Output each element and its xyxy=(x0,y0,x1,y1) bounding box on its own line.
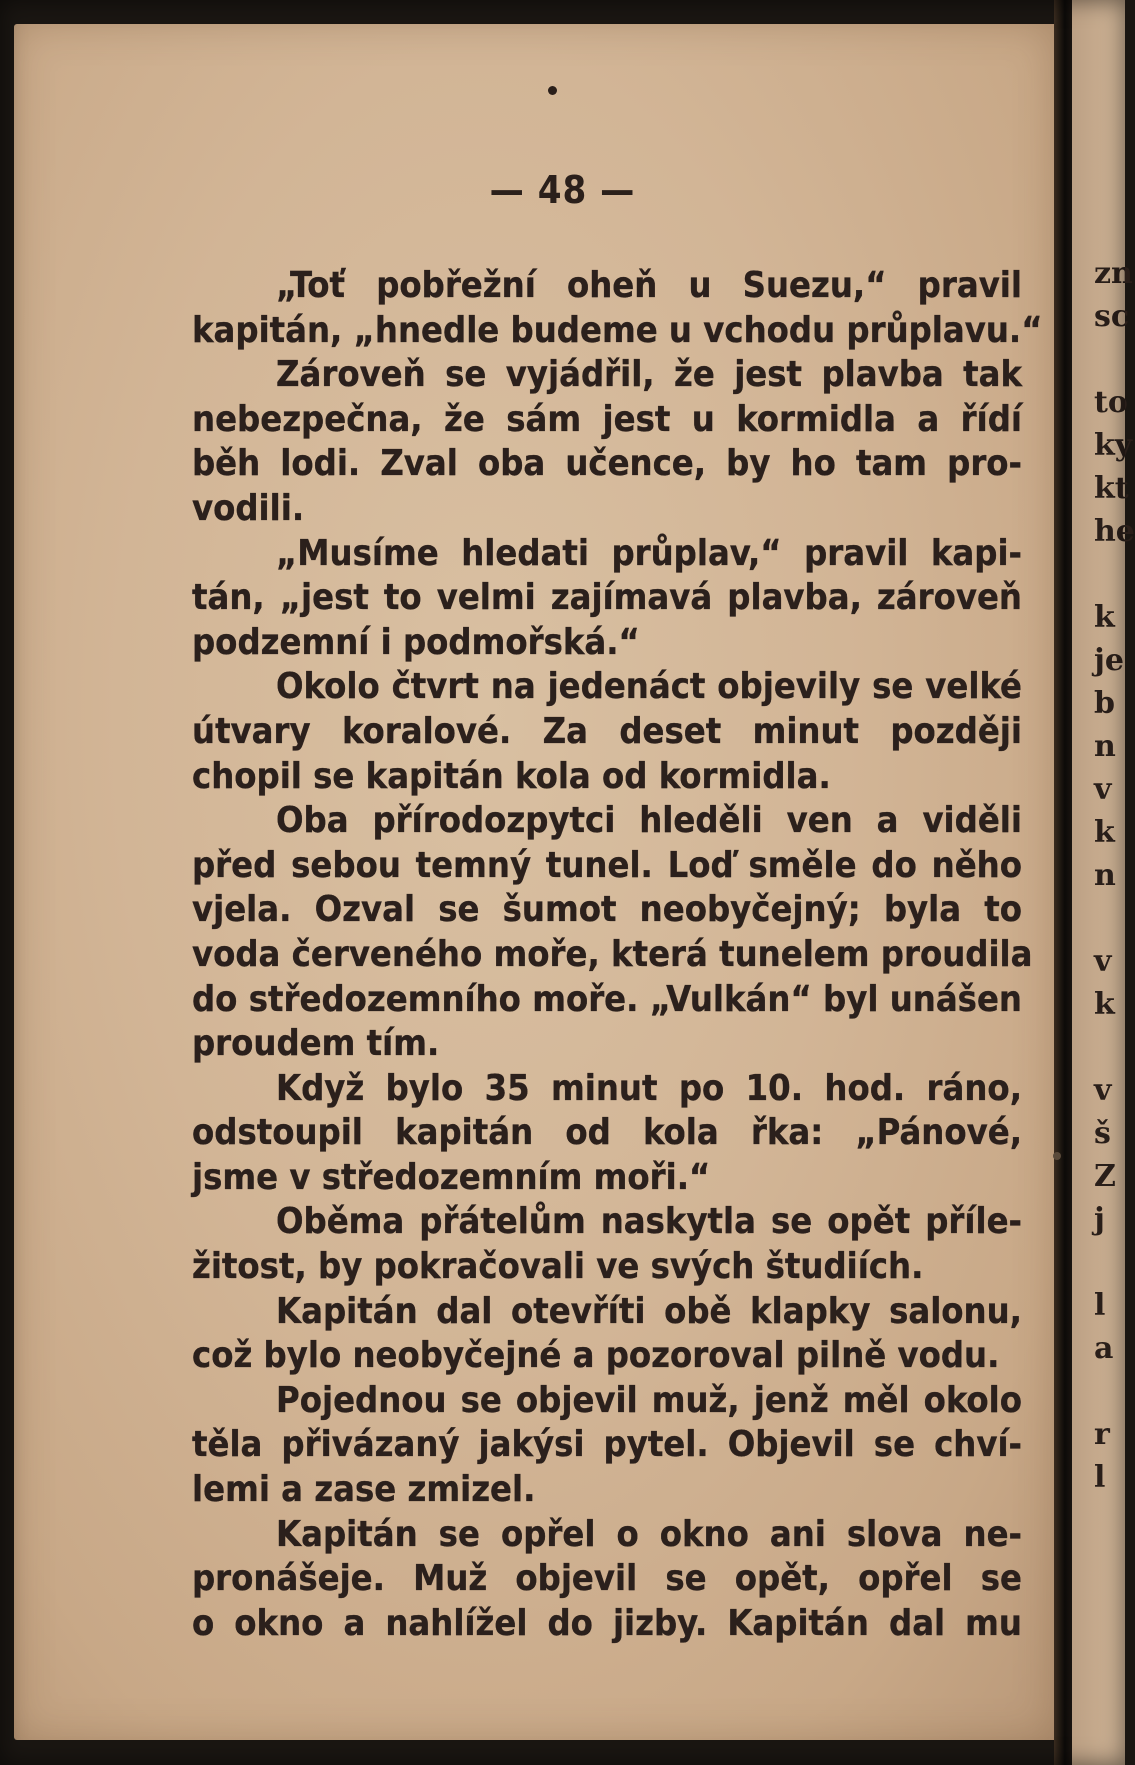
text-line: Oběma přátelům naskytla se opět příle- xyxy=(276,1201,1022,1243)
next-page-fragment: l xyxy=(1094,1288,1106,1323)
next-page-fragment xyxy=(1094,897,1135,940)
page-number: — 48 — xyxy=(489,168,636,212)
next-page-fragment: b xyxy=(1094,686,1115,721)
next-page-fragment: l xyxy=(1094,1460,1106,1495)
text-line: lemi a zase zmizel. xyxy=(192,1469,536,1511)
next-page-edge xyxy=(1072,0,1135,1765)
text-line: o okno a nahlížel do jizby. Kapitán dal mu xyxy=(192,1602,1022,1644)
next-page-fragment: š xyxy=(1094,1116,1111,1151)
next-page-fragment: k xyxy=(1094,987,1115,1022)
text-line: běh lodi. Zval oba učence, by ho tam pro- xyxy=(192,443,1022,485)
text-line: kapitán, „hnedle budeme u vchodu průplavu.“ xyxy=(192,309,1043,351)
next-page-fragment xyxy=(1094,553,1135,596)
text-line: tán, „jest to velmi zajímavá plavba, zároveň xyxy=(192,577,1022,619)
next-page-fragment: to xyxy=(1094,385,1128,420)
next-page-fragment: a xyxy=(1094,1331,1114,1366)
text-line: Zároveň se vyjádřil, že jest plavba tak xyxy=(276,354,1022,396)
text-line: odstoupil kapitán od kola řka: „Pánové, xyxy=(192,1112,1022,1154)
text-line: nebezpečna, že sám jest u kormidla a řídí xyxy=(192,398,1022,440)
text-line: vjela. Ozval se šumot neobyčejný; byla to xyxy=(192,889,1022,931)
next-page-fragment: v xyxy=(1094,944,1112,979)
text-line: „Toť pobřežní oheň u Suezu,“ pravil xyxy=(276,265,1022,306)
next-page-fragment xyxy=(1094,338,1135,381)
text-line: pronášeje. Muž objevil se opět, opřel se xyxy=(192,1558,1022,1600)
text-line: Kapitán se opřel o okno ani slova ne- xyxy=(276,1513,1022,1555)
text-line: vodili. xyxy=(192,487,305,529)
next-page-fragment xyxy=(1094,1026,1135,1069)
text-line: chopil se kapitán kola od kormidla. xyxy=(192,755,831,797)
next-page-fragment: he xyxy=(1094,514,1135,549)
text-line: Kapitán dal otevříti obě klapky salonu, xyxy=(276,1290,1022,1332)
text-line: Když bylo 35 minut po 10. hod. ráno, xyxy=(276,1067,1022,1109)
text-line: což bylo neobyčejné a pozoroval pilně vodu. xyxy=(192,1335,1000,1377)
text-line: Pojednou se objevil muž, jenž měl okolo xyxy=(276,1379,1022,1421)
next-page-fragment: v xyxy=(1094,772,1112,807)
next-page-fragment xyxy=(1094,1370,1135,1413)
text-line: podzemní i podmořská.“ xyxy=(192,621,640,663)
next-page-fragment: n xyxy=(1094,858,1116,893)
next-page-fragment: r xyxy=(1094,1417,1110,1452)
next-page-text-fragments xyxy=(1094,252,1135,1499)
text-line: před sebou temný tunel. Loď směle do něho xyxy=(192,844,1022,886)
text-line: těla přivázaný jakýsi pytel. Objevil se chví- xyxy=(192,1424,1022,1466)
next-page-fragment: je xyxy=(1094,643,1124,678)
book-gutter xyxy=(1054,0,1072,1765)
text-line: žitost, by pokračovali ve svých študiích. xyxy=(192,1246,924,1288)
text-line: Okolo čtvrt na jedenáct objevily se velké xyxy=(276,666,1022,708)
next-page-fragment: zn xyxy=(1094,256,1133,291)
next-page-fragment: sc xyxy=(1094,299,1130,334)
next-page-fragment: Z xyxy=(1094,1159,1116,1194)
next-page-fragment xyxy=(1094,1241,1135,1284)
text-line: „Musíme hledati průplav,“ pravil kapi- xyxy=(276,532,1022,574)
text-line: voda červeného moře, která tunelem proudila xyxy=(192,933,1033,975)
next-page-fragment: kt xyxy=(1094,471,1129,506)
paper-speck xyxy=(1053,1152,1061,1160)
next-page-fragment: v xyxy=(1094,1073,1112,1108)
text-line: útvary koralové. Za deset minut později xyxy=(192,710,1022,752)
next-page-fragment: j xyxy=(1094,1202,1105,1237)
body-text xyxy=(192,264,1043,1646)
paper-speck xyxy=(548,86,557,95)
text-line: Oba přírodozpytci hleděli ven a viděli xyxy=(276,800,1022,842)
text-line: jsme v středozemním moři.“ xyxy=(192,1156,711,1198)
text-line: do středozemního moře. „Vulkán“ byl unášen xyxy=(192,978,1022,1020)
next-page-fragment: k xyxy=(1094,815,1115,850)
next-page-fragment: k xyxy=(1094,600,1115,635)
next-page-fragment: n xyxy=(1094,729,1116,764)
next-page-fragment: ky xyxy=(1094,428,1133,463)
text-line: proudem tím. xyxy=(192,1023,440,1065)
